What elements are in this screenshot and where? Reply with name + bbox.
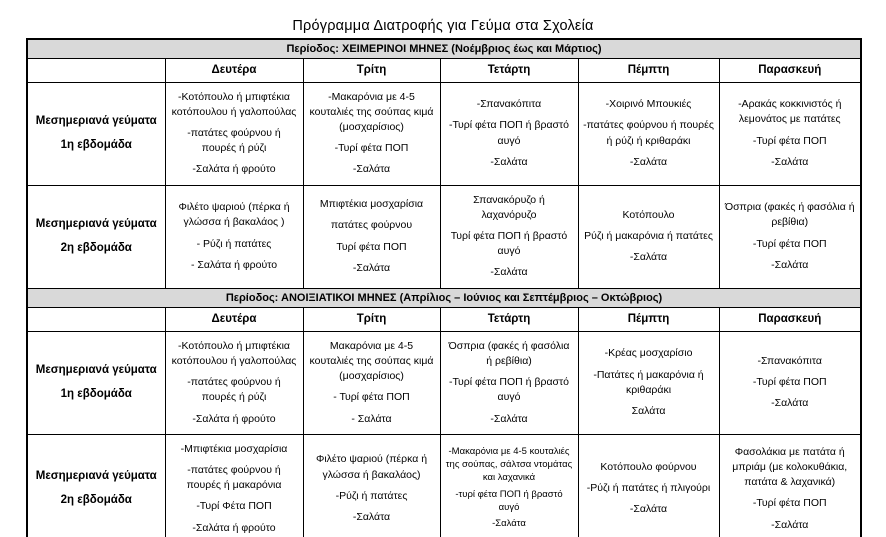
row-week-text: 2η εβδομάδα	[60, 494, 132, 507]
meal-item: -Σαλάτα	[771, 258, 809, 271]
day-header-friday: Παρασκευή	[719, 58, 861, 82]
meal-item: -Σαλάτα	[771, 518, 809, 531]
meal-item: -Ρύζι ή πατάτες	[335, 489, 408, 502]
meal-cell-winter-week1-friday	[719, 82, 861, 185]
meal-item: - Σαλάτα ή φρούτο	[190, 258, 278, 271]
meal-item: -Κοτόπουλο ή μπιφτέκια κοτόπουλου ή γαλοπούλας	[171, 90, 297, 118]
meal-item: - Τυρί φέτα ΠΟΠ	[333, 391, 410, 404]
meal-item: -Τυρί φέτα ΠΟΠ	[752, 134, 827, 147]
row-week-text: 1η εβδομάδα	[60, 388, 132, 401]
period-header-row-winter	[27, 39, 861, 58]
day-header-thursday: Πέμπτη	[578, 307, 719, 331]
row-label-winter-week2	[27, 185, 165, 288]
meal-item: -Σαλάτα	[492, 518, 526, 530]
period-header-row-spring	[27, 288, 861, 307]
meal-cell-winter-week2-wednesday	[440, 185, 578, 288]
meal-item: -Σαλάτα	[352, 163, 391, 176]
meal-item: Φασολάκια με πατάτα ή μπριάμ (με κολοκυθάκια, πατάτα & λαχανικά)	[732, 445, 848, 489]
meal-item: Τυρί φέτα ΠΟΠ	[336, 240, 407, 253]
meal-item: -Σαλάτα	[629, 503, 668, 516]
meal-item: -Σαλάτα	[490, 412, 528, 425]
meal-cell-winter-week2-tuesday	[303, 185, 440, 288]
meal-cell-winter-week1-thursday	[578, 82, 719, 185]
meal-cell-spring-week2-tuesday	[303, 434, 440, 537]
meal-item: -Χοιρινό Μπουκιές	[605, 98, 692, 111]
day-header-row-winter	[27, 58, 861, 82]
page-title: Πρόγραμμα Διατροφής για Γεύμα στα Σχολεία	[292, 18, 594, 34]
meal-item: -Σπανακόπιτα	[476, 98, 542, 111]
meal-item: -Σαλάτα	[771, 397, 809, 410]
period-header-winter: Περίοδος: ΧΕΙΜΕΡΙΝΟΙ ΜΗΝΕΣ (Νοέμβριος έως και Μάρτιος)	[27, 39, 861, 58]
meal-item: -πατάτες φούρνου ή πουρές ή μακαρόνια	[186, 464, 282, 492]
meal-item: -Σαλάτα	[629, 155, 668, 168]
meal-item: -Πατάτες ή μακαρόνια ή κριθαράκι	[593, 368, 704, 396]
meal-item: - Σαλάτα	[351, 412, 392, 425]
meal-item: πατάτες φούρνου	[330, 219, 413, 232]
meal-item: Μπιφτέκια μοσχαρίσια	[319, 198, 424, 211]
meal-item: -Κρέας μοσχαρίσιο	[604, 347, 693, 360]
meal-item: -Κοτόπουλο ή μπιφτέκια κοτόπουλου ή γαλοπούλας	[171, 339, 297, 367]
meal-item: -Σαλάτα	[352, 511, 391, 524]
meal-item: -πατάτες φούρνου ή πουρές ή ρύζι ή κριθαράκι	[583, 119, 714, 147]
meal-row-winter-week1	[27, 82, 861, 185]
corner-cell	[27, 307, 165, 331]
meal-item: -Σαλάτα ή φρούτο	[192, 521, 276, 534]
meal-item: -Σαλάτα	[490, 155, 528, 168]
meal-item: -Τυρί φέτα ΠΟΠ	[752, 497, 827, 510]
meal-item: -Σαλάτα	[629, 251, 668, 264]
meal-item: -πατάτες φούρνου ή πουρές ή ρύζι	[187, 376, 281, 404]
meal-item: Φιλέτο ψαριού (πέρκα ή γλώσσα ή βακαλάος )	[178, 201, 290, 229]
meal-cell-spring-week1-monday	[165, 331, 303, 434]
meal-cell-spring-week1-wednesday	[440, 331, 578, 434]
meal-item: Ρύζι ή μακαρόνια ή πατάτες	[584, 230, 713, 243]
day-header-monday: Δευτέρα	[165, 307, 303, 331]
meal-row-spring-week1	[27, 331, 861, 434]
meal-cell-spring-week2-wednesday	[440, 434, 578, 537]
meal-item: Τυρί φέτα ΠΟΠ ή βραστό αυγό	[450, 230, 568, 258]
meal-item: -Σαλάτα ή φρούτο	[192, 163, 276, 176]
day-header-wednesday: Τετάρτη	[440, 58, 578, 82]
meal-item: -Σαλάτα	[771, 155, 809, 168]
meal-item: -Μπιφτέκια μοσχαρίσια	[180, 442, 288, 455]
row-label-spring-week2	[27, 434, 165, 537]
meal-item: -Μακαρόνια με 4-5 κουταλιές της σούπας, σάλτσα ντομάτας και λαχανικά	[445, 446, 573, 484]
day-header-friday: Παρασκευή	[719, 307, 861, 331]
meal-item: - Ρύζι ή πατάτες	[196, 237, 272, 250]
day-header-tuesday: Τρίτη	[303, 58, 440, 82]
row-label-text: Μεσημεριανά γεύματα	[35, 470, 157, 483]
meal-item: Κοτόπουλο	[622, 208, 675, 221]
meal-cell-winter-week1-wednesday	[440, 82, 578, 185]
meal-cell-spring-week2-monday	[165, 434, 303, 537]
meal-cell-spring-week1-thursday	[578, 331, 719, 434]
meal-cell-spring-week1-friday	[719, 331, 861, 434]
day-header-tuesday: Τρίτη	[303, 307, 440, 331]
row-label-spring-week1	[27, 331, 165, 434]
row-label-winter-week1	[27, 82, 165, 185]
day-header-wednesday: Τετάρτη	[440, 307, 578, 331]
day-header-monday: Δευτέρα	[165, 58, 303, 82]
meal-program-table	[26, 38, 862, 537]
meal-item: Κοτόπουλο φούρνου	[600, 461, 697, 473]
meal-item: -Σαλάτα	[490, 266, 528, 279]
meal-item: -Αρακάς κοκκινιστός ή λεμονάτος με πατάτες	[738, 98, 842, 126]
meal-cell-winter-week2-monday	[165, 185, 303, 288]
meal-item: Μακαρόνια με 4-5 κουταλιές της σούπας κιμά (μοσχαρίσιος)	[309, 339, 434, 383]
meal-item: -Τυρί φέτα ΠΟΠ	[334, 142, 409, 155]
meal-cell-spring-week1-tuesday	[303, 331, 440, 434]
row-label-text: Μεσημεριανά γεύματα	[35, 114, 157, 127]
meal-item: -πατάτες φούρνου ή πουρές ή ρύζι	[187, 126, 281, 155]
meal-cell-winter-week2-thursday	[578, 185, 719, 288]
meal-item: -Σαλάτα	[352, 261, 391, 274]
day-header-thursday: Πέμπτη	[578, 58, 719, 82]
meal-item: -Σπανακόπιτα	[757, 354, 822, 367]
meal-row-winter-week2	[27, 185, 861, 288]
meal-item: Σπανακόρυζο ή λαχανόρυζο	[473, 193, 545, 221]
meal-item: -Τυρί φέτα ΠΟΠ ή βραστό αυγό	[448, 119, 569, 147]
meal-item: -τυρί φέτα ΠΟΠ ή βραστό αυγό	[455, 488, 563, 513]
meal-item: Όσπρια (φακές ή φασόλια ή ρεβίθια)	[448, 339, 570, 367]
row-week-text: 1η εβδομάδα	[60, 139, 132, 152]
meal-item: -Τυρί φέτα ΠΟΠ ή βραστό αυγό	[448, 376, 569, 404]
meal-cell-winter-week2-friday	[719, 185, 861, 288]
corner-cell	[27, 58, 165, 82]
meal-item: -Τυρί φέτα ΠΟΠ	[752, 376, 827, 389]
meal-row-spring-week2	[27, 434, 861, 537]
day-header-row-spring	[27, 307, 861, 331]
row-label-text: Μεσημεριανά γεύματα	[35, 217, 157, 230]
meal-item: Φιλέτο ψαριού (πέρκα ή γλώσσα ή βακαλάος)	[315, 453, 428, 481]
meal-item: -Ρύζι ή πατάτες ή πλιγούρι	[586, 482, 711, 495]
period-header-spring: Περίοδος: ΑΝΟΙΞΙΑΤΙΚΟΙ ΜΗΝΕΣ (Απρίλιος – Ιούνιος και Σεπτέμβριος – Οκτώβριος)	[27, 288, 861, 307]
meal-item: Σαλάτα	[631, 404, 666, 417]
row-label-text: Μεσημεριανά γεύματα	[35, 363, 157, 376]
meal-cell-spring-week2-thursday	[578, 434, 719, 537]
row-week-text: 2η εβδομάδα	[60, 242, 132, 255]
meal-cell-winter-week1-tuesday	[303, 82, 440, 185]
meal-item: Όσπρια (φακές ή φασόλια ή ρεβίθια)	[724, 201, 855, 229]
meal-cell-winter-week1-monday	[165, 82, 303, 185]
meal-item: -Τυρί φέτα ΠΟΠ	[752, 237, 827, 250]
meal-item: -Τυρί Φέτα ΠΟΠ	[196, 500, 272, 513]
meal-cell-spring-week2-friday	[719, 434, 861, 537]
meal-item: -Μακαρόνια με 4-5 κουταλιές της σούπας κιμά (μοσχαρίσιος)	[309, 90, 434, 133]
meal-item: -Σαλάτα ή φρούτο	[192, 412, 276, 425]
